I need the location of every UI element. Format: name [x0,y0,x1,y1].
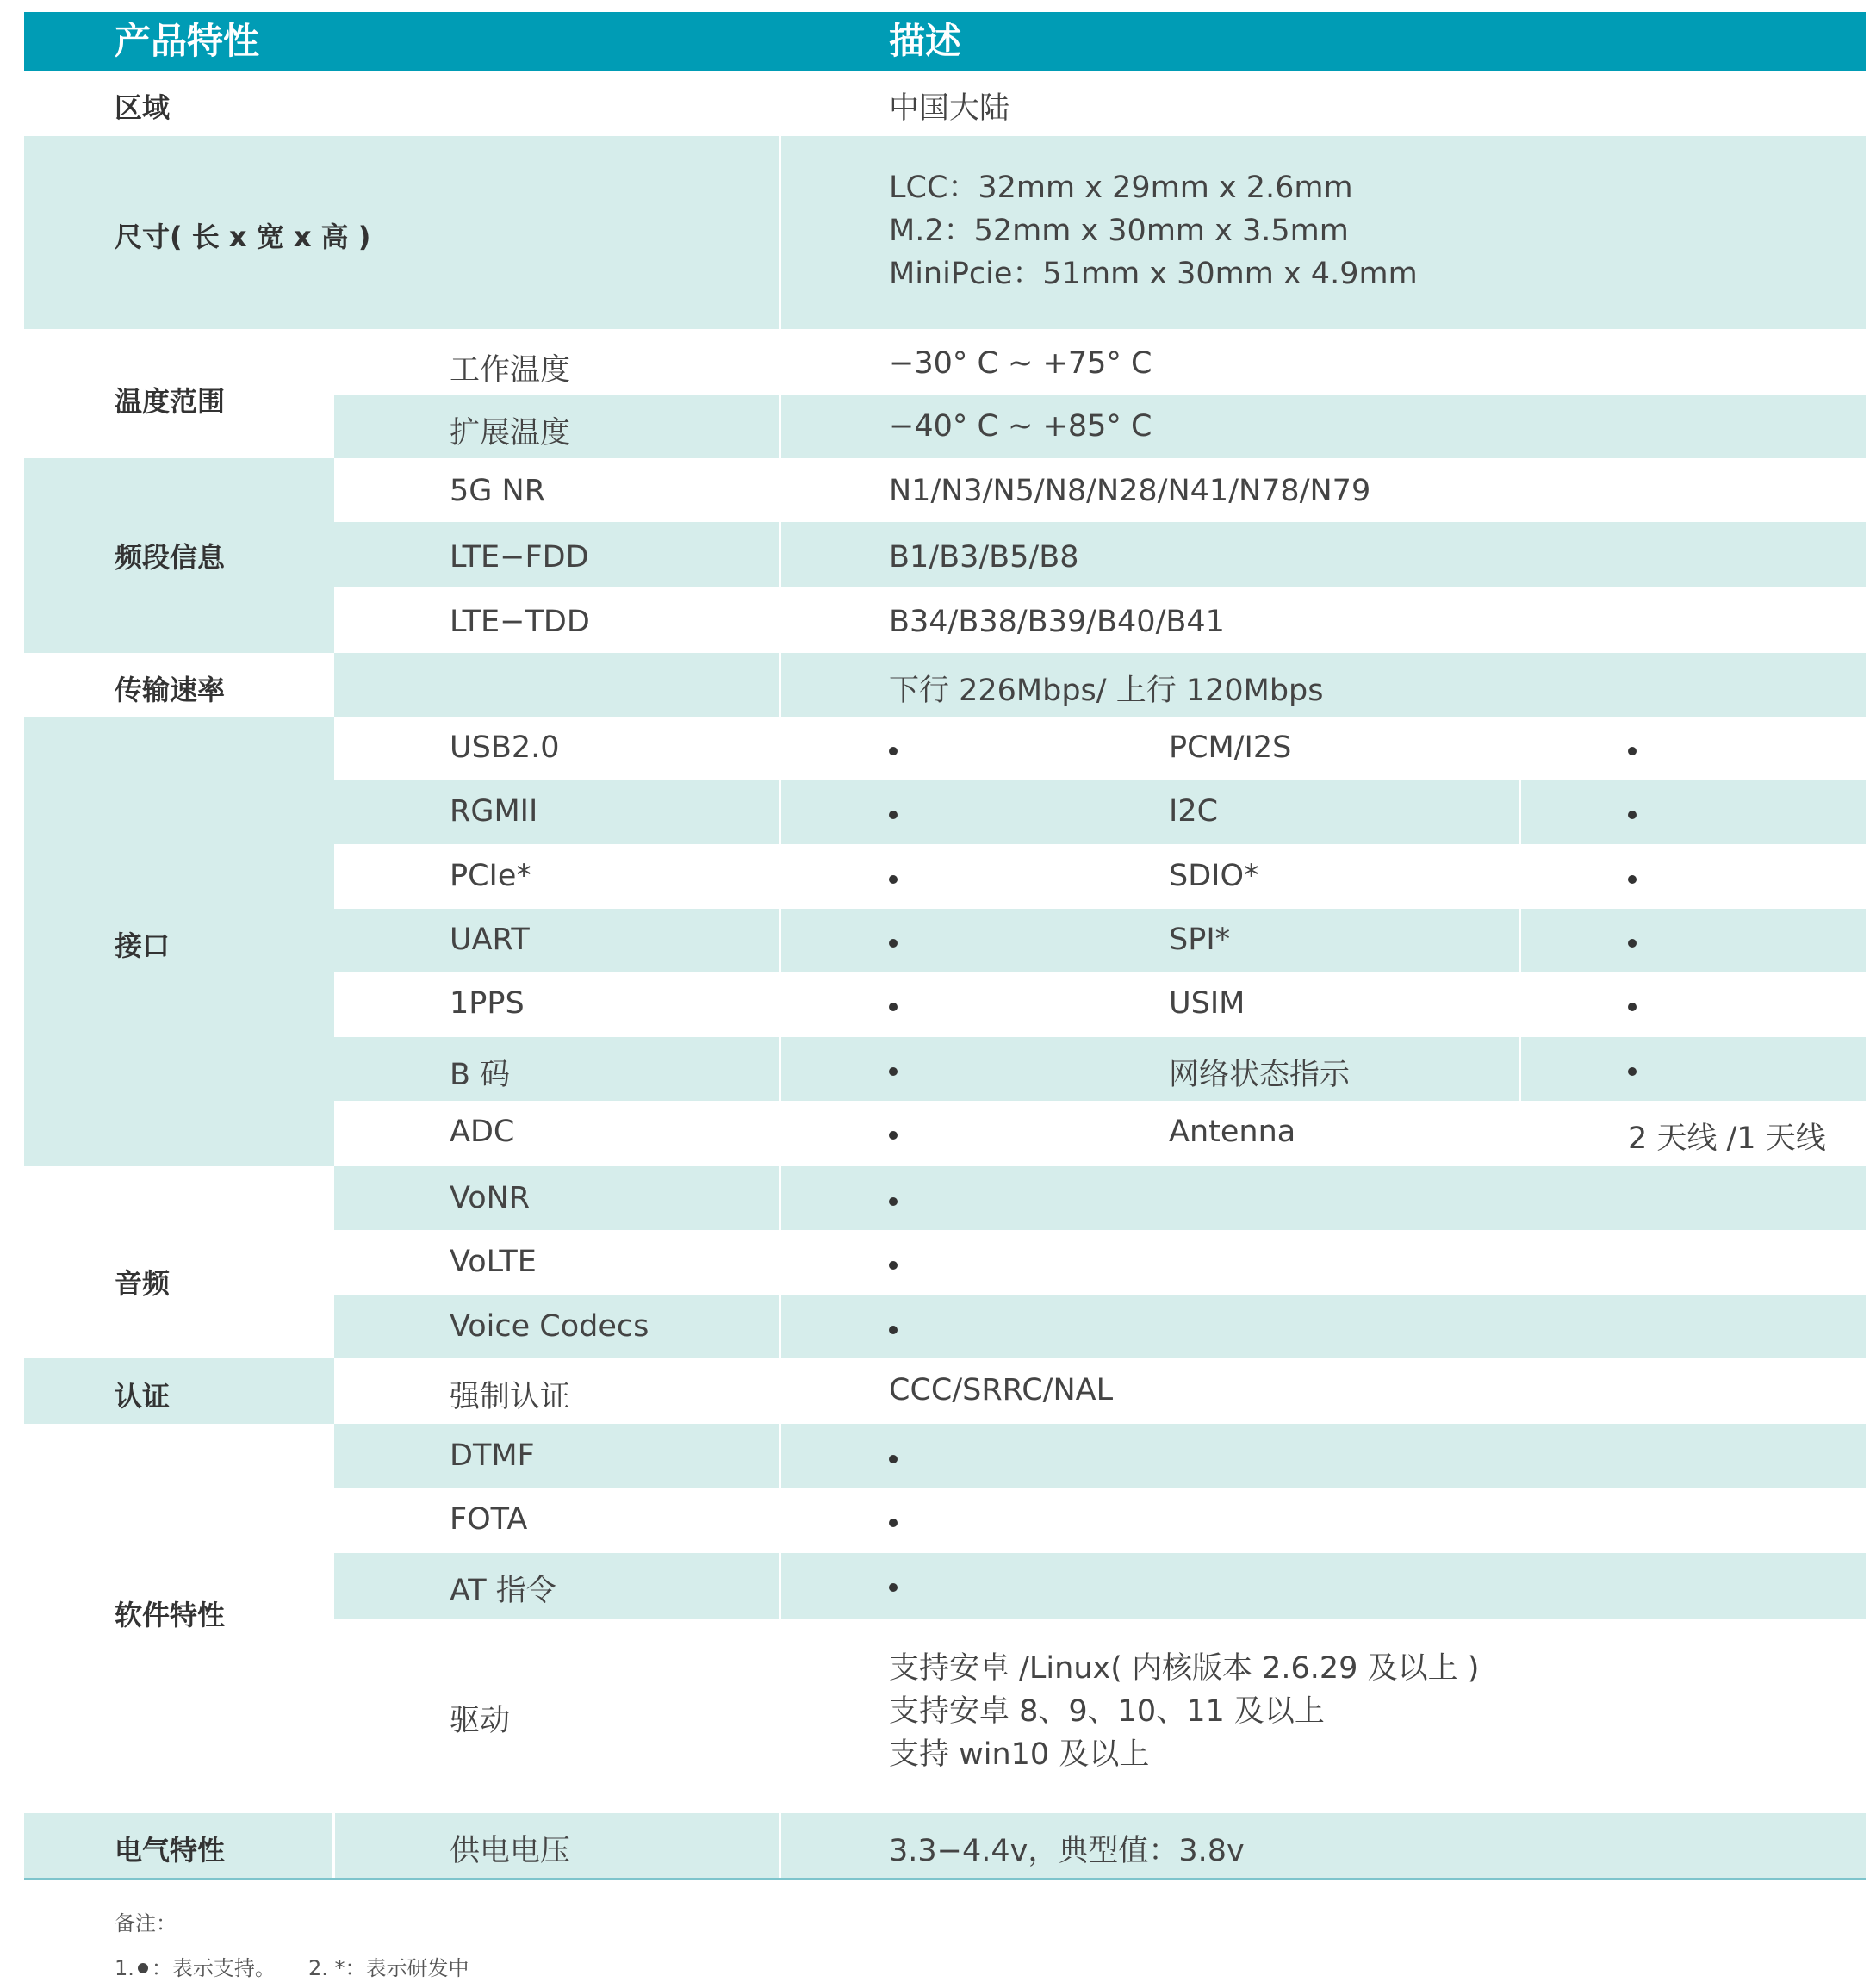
supported-dot [889,811,898,819]
rate-label: 传输速率 [115,674,226,706]
supported-dot [1628,875,1637,884]
interface-pcie: PCIe* [450,859,531,893]
supported-dot [889,875,898,884]
supported-dot [889,1131,898,1140]
antenna-value: 2 天线 /1 天线 [1628,1121,1826,1156]
audio-volte: VoLTE [450,1245,537,1279]
column-separator [779,1424,781,1488]
interface-bcode: B 码 [450,1058,511,1092]
certification-label: 认证 [115,1380,171,1413]
interface-i2c: I2C [1169,794,1219,829]
operating-temp-label: 工作温度 [450,353,571,388]
band-ltetdd-value: B34/B38/B39/B40/B41 [889,605,1225,639]
region-value: 中国大陆 [889,91,1010,126]
interface-1pps: 1PPS [450,986,525,1021]
notes-title: 备注： [115,1911,177,1935]
supported-dot [1628,811,1637,819]
extended-temp-value: −40° C ~ +85° C [889,409,1152,444]
interface-antenna: Antenna [1169,1115,1296,1149]
column-separator [779,395,781,458]
note-1-number: 1. [115,1956,134,1980]
interfaces-category-bg [24,717,334,1166]
audio-vonr: VoNR [450,1181,531,1215]
dtmf-row-bg [334,1424,1866,1488]
driver-line-1: 支持安卓 /Linux( 内核版本 2.6.29 及以上 ) [889,1651,1480,1686]
software-label: 软件特性 [115,1599,226,1631]
supported-dot [889,1261,898,1270]
driver-line-3: 支持 win10 及以上 [889,1737,1150,1772]
table-bottom-border [24,1878,1866,1880]
supported-dot [889,1067,898,1076]
column-separator [779,1295,781,1358]
header-description: 描述 [889,20,962,62]
column-separator [779,1553,781,1619]
temperature-label: 温度范围 [115,385,226,418]
band-ltetdd-label: LTE−TDD [450,605,590,639]
dimensions-lcc: LCC：32mm x 29mm x 2.6mm [889,171,1353,205]
bullet-dot-icon [138,1963,148,1973]
supported-dot [889,1455,898,1463]
supply-voltage-label: 供电电压 [450,1834,571,1868]
band-ltefdd-value: B1/B3/B5/B8 [889,540,1079,575]
supported-dot [889,1326,898,1334]
supported-dot [889,747,898,755]
rate-value: 下行 226Mbps/ 上行 120Mbps [889,674,1324,708]
supported-dot [889,1583,898,1592]
software-fota: FOTA [450,1502,528,1537]
interface-rgmii: RGMII [450,794,538,829]
supported-dot [889,1003,898,1011]
column-separator [779,780,781,844]
interface-spi: SPI* [1169,923,1231,957]
dimensions-minipcie: MiniPcie：51mm x 30mm x 4.9mm [889,257,1418,291]
electrical-label: 电气特性 [115,1834,226,1867]
interface-net-status: 网络状态指示 [1169,1058,1351,1092]
column-separator [779,653,781,717]
interfaces-label: 接口 [115,929,171,962]
column-separator [1519,909,1521,972]
column-separator [779,136,781,329]
cert-category-bg [24,1358,334,1424]
column-separator [779,1166,781,1230]
header-feature: 产品特性 [115,20,260,62]
driver-label: 驱动 [450,1704,511,1738]
interface-uart: UART [450,923,530,957]
mandatory-cert-value: CCC/SRRC/NAL [889,1373,1114,1407]
interface-pcm-i2s: PCM/I2S [1169,730,1292,765]
interface-adc: ADC [450,1115,515,1149]
note-supported [115,1951,276,1981]
operating-temp-value: −30° C ~ +75° C [889,346,1152,381]
bands-label: 频段信息 [115,541,226,574]
note-in-development: 2. *：表示研发中 [308,1956,469,1980]
interface-usb: USB2.0 [450,730,560,765]
column-separator [779,909,781,972]
column-separator [779,1037,781,1101]
supply-voltage-value: 3.3−4.4v，典型值：3.8v [889,1834,1245,1868]
dimensions-label: 尺寸( 长 x 宽 x 高 ) [115,221,371,253]
supported-dot [889,1197,898,1206]
supported-dot [889,1519,898,1527]
driver-line-2: 支持安卓 8、9、10、11 及以上 [889,1694,1325,1729]
band-5gnr-value: N1/N3/N5/N8/N28/N41/N78/N79 [889,474,1371,508]
audio-label: 音频 [115,1267,171,1300]
supported-dot [1628,939,1637,948]
band-5gnr-label: 5G NR [450,474,546,508]
extended-temp-label: 扩展温度 [450,416,571,450]
column-separator [332,1813,335,1878]
dimensions-m2: M.2：52mm x 30mm x 3.5mm [889,214,1349,248]
supported-dot [889,939,898,948]
vonr-row-bg [334,1166,1866,1230]
note-1-text: ：表示支持。 [151,1956,276,1980]
column-separator [1519,780,1521,844]
software-at: AT 指令 [450,1574,556,1608]
column-separator [779,522,781,587]
at-row-bg [334,1553,1866,1619]
interface-sdio: SDIO* [1169,859,1259,893]
mandatory-cert-label: 强制认证 [450,1380,571,1414]
column-separator [1519,1037,1521,1101]
interface-usim: USIM [1169,986,1245,1021]
column-separator [779,1813,781,1878]
audio-voice-codecs: Voice Codecs [450,1309,649,1344]
band-ltefdd-label: LTE−FDD [450,540,589,575]
software-dtmf: DTMF [450,1438,535,1473]
supported-dot [1628,1003,1637,1011]
supported-dot [1628,1067,1637,1076]
supported-dot [1628,747,1637,755]
region-label: 区域 [115,91,171,124]
